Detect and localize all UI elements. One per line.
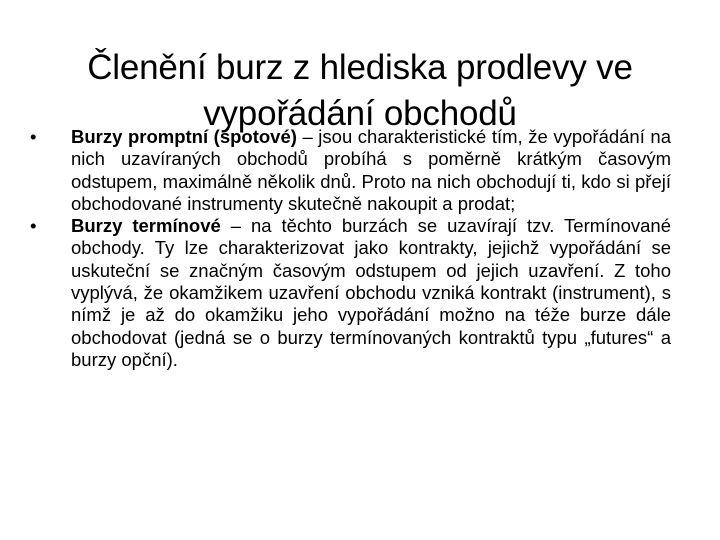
slide-title-line-1: Členění burz z hlediska prodlevy ve [87, 48, 633, 88]
bullet-item-futures-exchanges [30, 215, 671, 371]
bullet-list [30, 126, 671, 371]
bullet-icon: • [30, 215, 37, 237]
slide-title-line-2: vypořádání obchodů [203, 94, 517, 134]
slide-title [40, 45, 680, 137]
bullet-term: Burzy promptní (spotové) [71, 126, 297, 147]
bullet-text: – na těchto burzách se uzavírají tzv. Termínované obchody. Ty lze charakterizovat jako kontrakty, jejichž vypořádání se uskuteční se značným časovým odstupem od jejich uzavření. Z toho vyplývá, že okamžikem uzavření obchodu vzniká kontrakt (instrument), s nímž je až do okamžiku jeho vypořádání možno na téže burze dále obchodovat (jedná se o burzy termínovaných kontraktů typu „futures“ a burzy opční). [71, 215, 671, 370]
bullet-term: Burzy termínové [71, 215, 221, 237]
bullet-text: – jsou charakteristické tím, že vypořádání na nich uzavíraných obchodů probíhá s poměrně krátkým časovým odstupem, maximálně několik dnů. Proto na nich obchodují ti, kdo si přejí obchodované instrumenty skutečně nakoupit a prodat; [71, 126, 671, 214]
bullet-item-spot-exchanges [30, 126, 671, 215]
bullet-icon: • [30, 126, 37, 147]
